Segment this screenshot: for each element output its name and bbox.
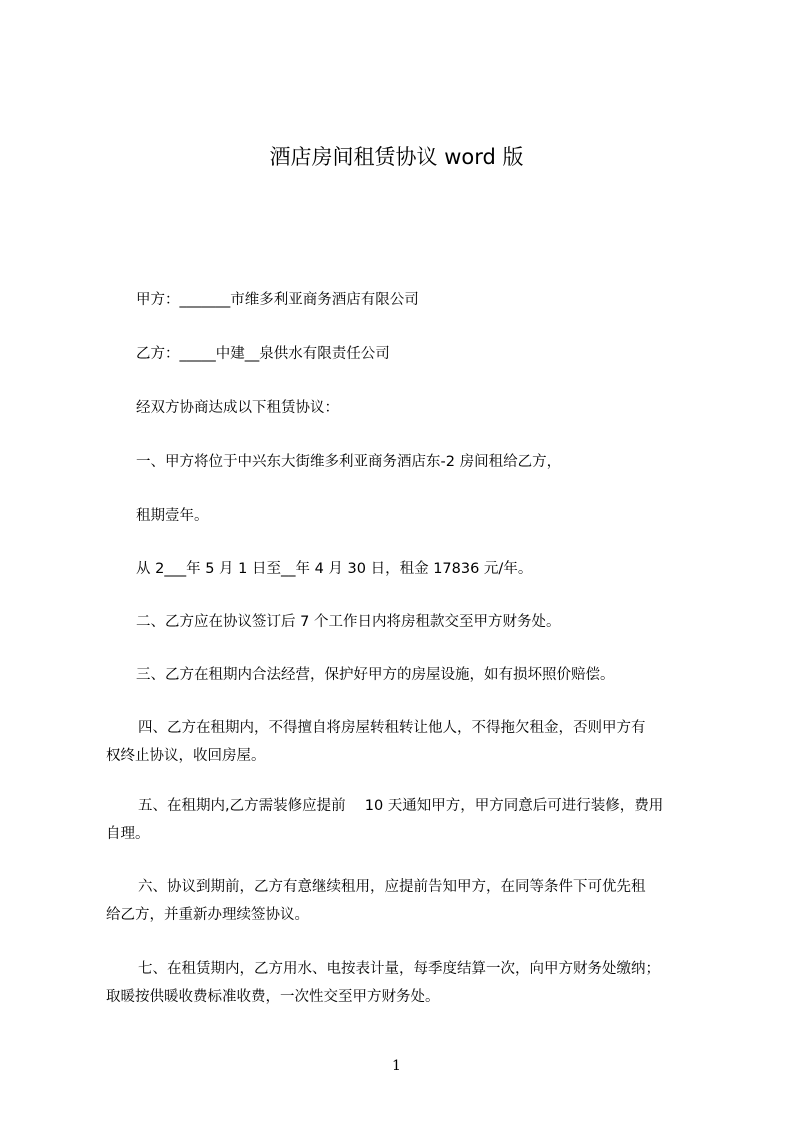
clause-1-line: 一、甲方将位于中兴东大街维多利亚商务酒店东-2 房间租给乙方， (136, 454, 562, 470)
clause-4-line-2: 权终止协议，收回房屋。 (106, 748, 266, 764)
clause-2-line: 二、乙方应在协议签订后 7 个工作日内将房租款交至甲方财务处。 (136, 614, 561, 630)
clause-3-line: 三、乙方在租期内合法经营，保护好甲方的房屋设施，如有损坏照价赔偿。 (136, 667, 615, 683)
clause-4-line-1: 四、乙方在租期内，不得擅自将房屋转租转让他人，不得拖欠租金，否则甲方有 (138, 720, 646, 736)
clause-5-line-1: 五、在租期内,乙方需装修应提前 10 天通知甲方，甲方同意后可进行装修，费用 (138, 798, 664, 814)
clause-5-paragraph (106, 792, 706, 848)
clause-7-line-1: 七、在租赁期内，乙方用水、电按表计量，每季度结算一次，向甲方财务处缴纳； (138, 961, 660, 977)
party-b-line: 乙方：_____中建__泉供水有限责任公司 (136, 346, 390, 362)
page-number: 1 (392, 1058, 401, 1074)
clause-6-line-2: 给乙方，并重新办理续签协议。 (106, 907, 309, 923)
clause-6-paragraph (106, 873, 706, 929)
party-a-line: 甲方：_______市维多利亚商务酒店有限公司 (136, 292, 419, 308)
clause-7-line-2: 取暖按供暖收费标准收费，一次性交至甲方财务处。 (106, 989, 440, 1005)
document-title: 酒店房间租赁协议 word 版 (269, 145, 524, 169)
lease-term-line: 租期壹年。 (136, 508, 209, 524)
clause-7-paragraph (106, 955, 706, 1011)
clause-5-line-2: 自理。 (106, 826, 150, 842)
lease-period-line: 从 2___年 5 月 1 日至__年 4 月 30 日，租金 17836 元/年。 (136, 561, 533, 577)
intro-line: 经双方协商达成以下租赁协议： (136, 400, 339, 416)
clause-6-line-1: 六、协议到期前，乙方有意继续租用，应提前告知甲方，在同等条件下可优先租 (138, 879, 646, 895)
clause-4-paragraph (106, 714, 706, 770)
